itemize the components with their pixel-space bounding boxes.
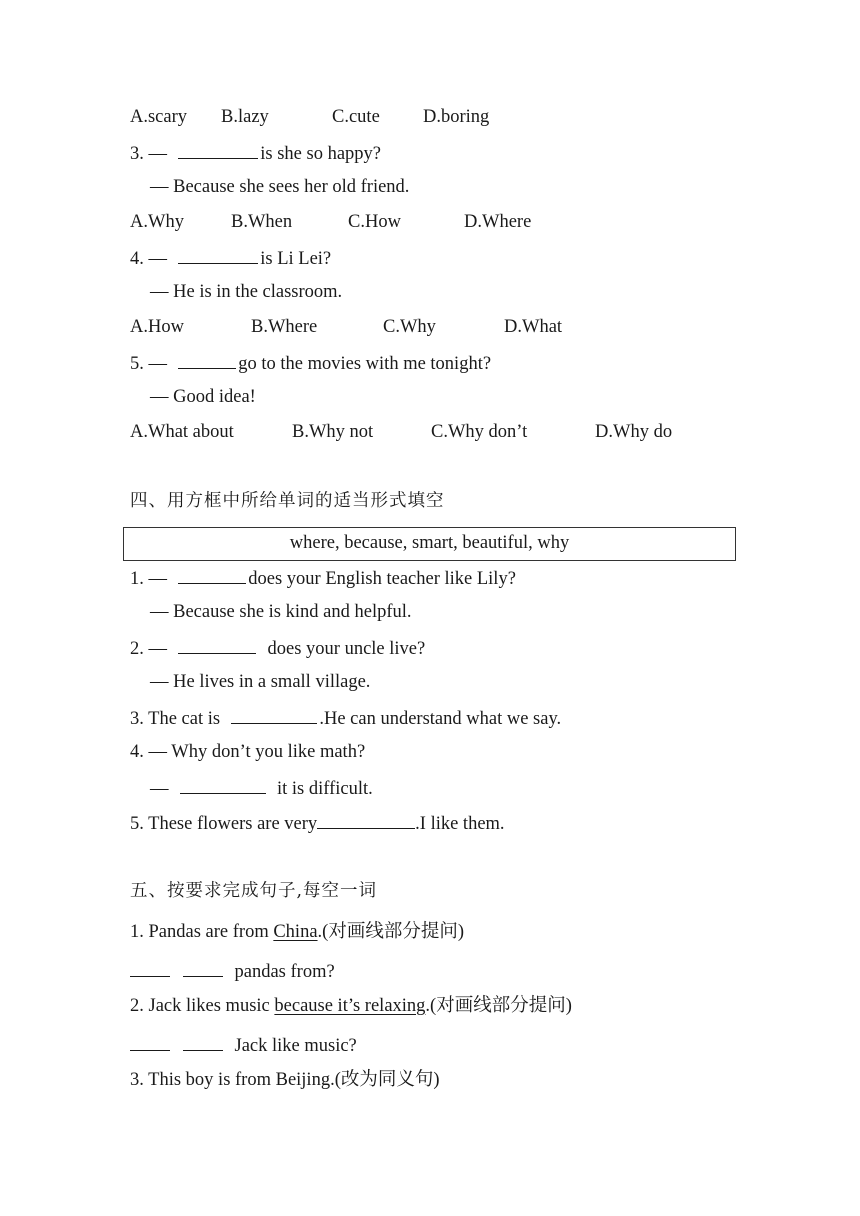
s4-q1-number: 1. — xyxy=(130,569,167,589)
q3-blank[interactable] xyxy=(178,140,258,159)
word-box: where, because, smart, beautiful, why xyxy=(123,527,736,561)
s5-q1-underlined: China xyxy=(273,922,318,942)
q4-question xyxy=(130,245,331,271)
q3-option-c: C.How xyxy=(348,212,401,232)
q4-blank[interactable] xyxy=(178,245,258,264)
s5-q1-blank-2[interactable] xyxy=(183,958,223,977)
s5-q2-blank-2[interactable] xyxy=(183,1032,223,1051)
q3-text: is she so happy? xyxy=(260,144,381,164)
s5-q1-before: 1. Pandas are from xyxy=(130,922,274,942)
q5-question xyxy=(130,350,491,376)
q5-text: go to the movies with me tonight? xyxy=(238,354,492,374)
q4-option-a: A.How xyxy=(130,317,184,337)
s4-q5-before: 5. These flowers are very xyxy=(130,814,318,834)
s4-q1-text: does your English teacher like Lily? xyxy=(248,569,516,589)
s4-q2-blank[interactable] xyxy=(178,635,256,654)
q3-answer: — Because she sees her old friend. xyxy=(150,177,410,197)
s4-q4-answer xyxy=(150,775,373,801)
s4-q1-blank[interactable] xyxy=(178,565,246,584)
s4-q2-text: does your uncle live? xyxy=(267,639,426,659)
q2-option-d: D.boring xyxy=(423,107,490,127)
q2-option-b: B.lazy xyxy=(221,107,269,127)
s4-q4-blank[interactable] xyxy=(180,775,266,794)
s4-q3-blank[interactable] xyxy=(231,705,317,724)
s4-q5-blank[interactable] xyxy=(317,810,415,829)
s5-q2-before: 2. Jack likes music xyxy=(130,996,275,1016)
q3-option-b: B.When xyxy=(231,212,293,232)
s4-q3 xyxy=(130,705,561,731)
s5-q1-blank-1[interactable] xyxy=(130,958,170,977)
s5-q3: 3. This boy is from Beijing.(改为同义句) xyxy=(130,1070,440,1090)
q3-number: 3. — xyxy=(130,144,167,164)
section4-heading: 四、用方框中所给单词的适当形式填空 xyxy=(130,491,445,511)
s4-q2-question xyxy=(130,635,425,661)
q4-option-b: B.Where xyxy=(251,317,318,337)
q3-option-d: D.Where xyxy=(464,212,532,232)
q5-option-c: C.Why don’t xyxy=(431,422,528,442)
s4-q5-after: .I like them. xyxy=(415,814,505,834)
s4-q4-question: 4. — Why don’t you like math? xyxy=(130,742,366,762)
q4-option-d: D.What xyxy=(504,317,563,337)
s5-q1 xyxy=(130,920,464,944)
q5-blank[interactable] xyxy=(178,350,236,369)
s4-q4-after: it is difficult. xyxy=(277,779,373,799)
q3-option-a: A.Why xyxy=(130,212,184,232)
s5-q1-after: .(对画线部分提问) xyxy=(317,922,464,942)
s4-q3-after: .He can understand what we say. xyxy=(319,709,562,729)
q5-option-b: B.Why not xyxy=(292,422,374,442)
q5-option-a: A.What about xyxy=(130,422,234,442)
s4-q2-answer: — He lives in a small village. xyxy=(150,672,371,692)
q5-option-d: D.Why do xyxy=(595,422,673,442)
s4-q2-number: 2. — xyxy=(130,639,167,659)
s4-q3-before: 3. The cat is xyxy=(130,709,221,729)
s5-q2-blank-1[interactable] xyxy=(130,1032,170,1051)
s4-q5 xyxy=(130,810,505,836)
q3-question xyxy=(130,140,381,166)
q4-option-c: C.Why xyxy=(383,317,436,337)
s4-q1-answer: — Because she is kind and helpful. xyxy=(150,602,412,622)
q5-number: 5. — xyxy=(130,354,167,374)
s4-q1-question xyxy=(130,565,516,591)
s5-q2-answer-tail: Jack like music? xyxy=(234,1036,357,1056)
s5-q1-answer-tail: pandas from? xyxy=(234,962,335,982)
q4-number: 4. — xyxy=(130,249,167,269)
q4-answer: — He is in the classroom. xyxy=(150,282,343,302)
s5-q2-underlined: because it’s relaxing xyxy=(274,996,426,1016)
q2-option-c: C.cute xyxy=(332,107,380,127)
q2-option-a: A.scary xyxy=(130,107,188,127)
q5-answer: — Good idea! xyxy=(150,387,256,407)
s5-q2-after: .(对画线部分提问) xyxy=(425,996,572,1016)
s5-q1-answer-line xyxy=(130,958,335,984)
q4-text: is Li Lei? xyxy=(260,249,332,269)
s4-q4-dash: — xyxy=(150,779,169,799)
section5-heading: 五、按要求完成句子,每空一词 xyxy=(130,881,378,901)
s5-q2-answer-line xyxy=(130,1032,357,1058)
s5-q2 xyxy=(130,994,572,1018)
